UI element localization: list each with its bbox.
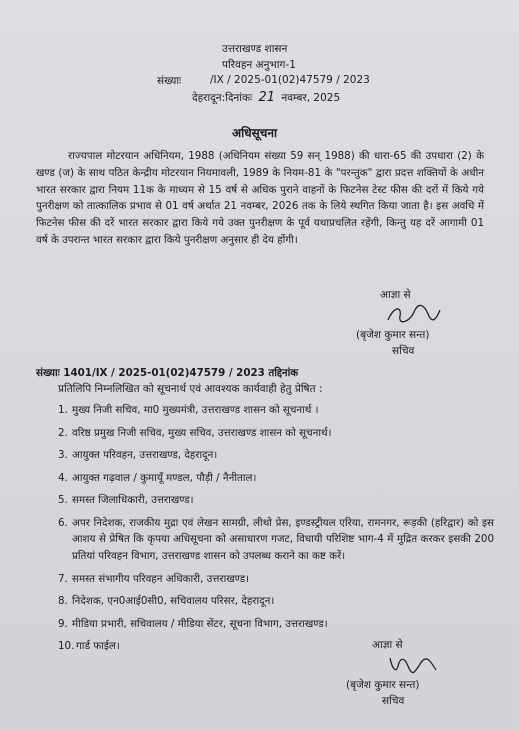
recipient-list <box>58 402 498 661</box>
notification-body <box>36 148 484 249</box>
list-item: 8. निदेशक, एन0आई0सी0, सचिवालय परिसर, देहरादून। <box>58 595 275 608</box>
ref-label: संख्याः <box>157 75 182 87</box>
list-item: 7. समस्त संभागीय परिवहन अधिकारी, उत्तराखण्ड। <box>58 572 249 585</box>
list-item: 10. गार्ड फाईल। <box>58 640 120 653</box>
list-item: 2. वरिष्ठ प्रमुख निजी सचिव, मुख्य सचिव, उत्तराखण्ड शासन को सूचनार्थ। <box>58 426 332 439</box>
copy-intro: प्रतिलिपि निम्नलिखित को सूचनार्थ एवं आवश्यक कार्यवाही हेतु प्रेषित : <box>58 383 323 395</box>
list-item: 1. मुख्य निजी सचिव, मा0 मुख्यमंत्री, उत्तराखण्ड शासन को सूचनार्थ । <box>58 404 319 416</box>
place-date-label: देहरादून:दिनांकः <box>192 92 253 104</box>
copy-ref-number: संख्याः 1401/IX / 2025-01(02)47579 / 2023 तद्दिनांक <box>36 367 299 379</box>
signature1-name: (बृजेश कुमार सन्त) <box>356 329 430 341</box>
list-item: 9. मीडिया प्रभारी, सचिवालय / मीडिया सेंटर, सूचना विभाग, उत्तराखण्ड। <box>58 617 328 630</box>
list-item: 6. अपर निदेशक, राजकीय मुद्रा एवं लेखन सामग्री, लीथो प्रेस, इण्डस्ट्रीयल एरिया, रामनगर, रूड़की (हरिद्वार) को इस आशय से प्रेषित कि कृपया अधिसूचना को असाधारण गजट, विधायी परिशिष्ट भाग-4 में मुद्रित करकर इसकी 200 प्रतियां परिवहन विभाग, उत्तराखण्ड शासन को उपलब्ध कराने का कष्ट करें। <box>58 516 494 563</box>
place-date <box>192 90 340 105</box>
date-day: 21 <box>258 90 276 105</box>
notification-title: अधिसूचना <box>232 126 278 140</box>
govt-name: उत्तराखण्ड शासन <box>222 43 288 55</box>
ref-number: /IX / 2025-01(02)47579 / 2023 <box>210 74 370 86</box>
signature1-scribble <box>384 302 444 326</box>
list-item: 3. आयुक्त परिवहन, उत्तराखण्ड, देहरादून। <box>58 449 218 461</box>
date-month-year: नवम्बर, 2025 <box>281 92 341 104</box>
department-name: परिवहन अनुभाग-1 <box>222 59 296 71</box>
signature2-designation: सचिव <box>382 695 405 707</box>
list-item: 4. आयुक्त गढ़वाल / कुमायूँ मण्डल, पौड़ी / नैनीताल। <box>58 471 257 484</box>
signature1-order-text: आज्ञा से <box>380 289 411 301</box>
signature2-name: (बृजेश कुमार सन्त) <box>346 679 420 691</box>
signature2-order-text: आज्ञा से <box>372 639 403 651</box>
signature2-scribble <box>384 652 442 678</box>
list-item: 5. समस्त जिलाधिकारी, उत्तराखण्ड। <box>58 494 194 506</box>
signature1-designation: सचिव <box>392 345 415 357</box>
body-paragraph: राज्यपाल मोटरयान अधिनियम, 1988 (अधिनियम संख्या 59 सन् 1988) की धारा-65 की उपधारा (2) के खण्ड (ज) के साथ पठित केन्द्रीय मोटरयान नियमावली, 1989 के नियम-81 के "परन्तुक" द्वारा प्रदत्त शक्तियों के अधीन भारत सरकार द्वारा नियम 11क के माध्यम से 15 वर्ष से अधिक पुराने वाहनों के फिटनेस टेस्ट फीस की दरों में किये गये पुनरीक्षण को तात्कालिक प्रभाव से 01 वर्ष अर्थात 21 नवम्बर, 2026 तक के लिये स्थगित किया जाता है। इस अवधि में फिटनेस फीस की दरें भारत सरकार द्वारा किये गये उक्त पुनरीक्षण के पूर्व यथाप्रचलित रहेंगी, किन्तु यह दरें आगामी 01 वर्ष के उपरान्त भारत सरकार द्वारा किये पुनरीक्षण अनुसार ही देय होंगी। <box>36 150 484 246</box>
